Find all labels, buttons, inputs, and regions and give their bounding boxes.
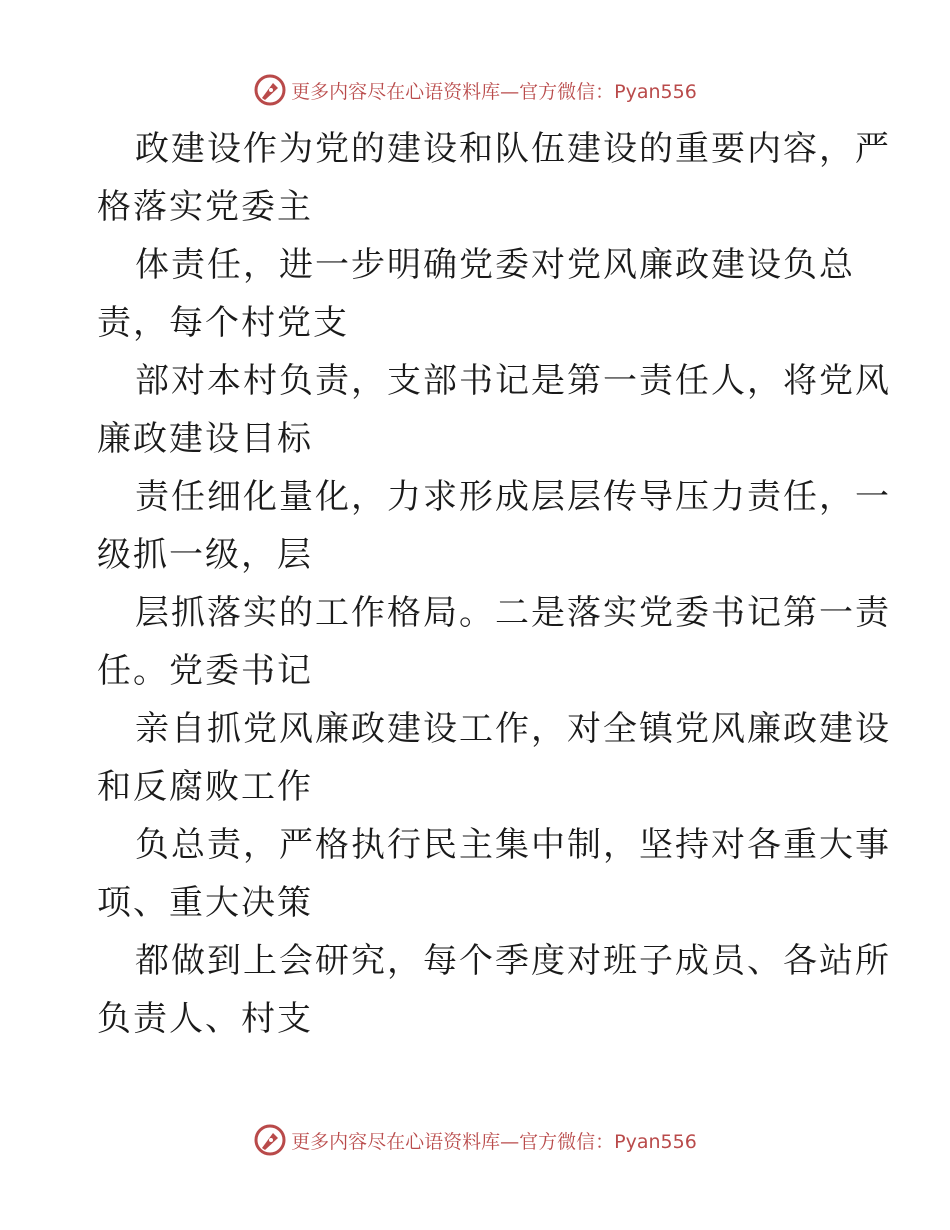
paragraph: 政建设作为党的建设和队伍建设的重要内容，严 格落实党委主 (97, 129, 891, 227)
paragraph: 层抓落实的工作格局。二是落实党委书记第一责 任。党委书记 (97, 593, 891, 691)
document-body (97, 120, 891, 1048)
paragraph: 亲自抓党风廉政建设工作，对全镇党风廉政建设 和反腐败工作 (97, 709, 891, 807)
paragraph: 部对本村负责，支部书记是第一责任人，将党风 廉政建设目标 (97, 361, 891, 459)
paragraph: 责任细化量化，力求形成层层传导压力责任，一 级抓一级，层 (97, 477, 891, 575)
paragraph: 体责任，进一步明确党委对党风廉政建设负总 责，每个村党支 (97, 245, 855, 343)
watermark-wechat-id: Pyan556 (614, 1130, 697, 1153)
paragraph: 负总责，严格执行民主集中制，坚持对各重大事 项、重大决策 (97, 825, 891, 923)
watermark-text: 更多内容尽在心语资料库—官方微信：Pyan556 (291, 1130, 697, 1153)
footer-watermark (0, 1120, 950, 1160)
watermark-wechat-id: Pyan556 (614, 80, 697, 103)
pen-nib-logo-icon (253, 73, 287, 107)
pen-nib-logo-icon (253, 1123, 287, 1157)
watermark-text: 更多内容尽在心语资料库—官方微信：Pyan556 (291, 80, 697, 103)
paragraph: 都做到上会研究，每个季度对班子成员、各站所 负责人、村支 (97, 941, 891, 1039)
header-watermark (0, 70, 950, 110)
